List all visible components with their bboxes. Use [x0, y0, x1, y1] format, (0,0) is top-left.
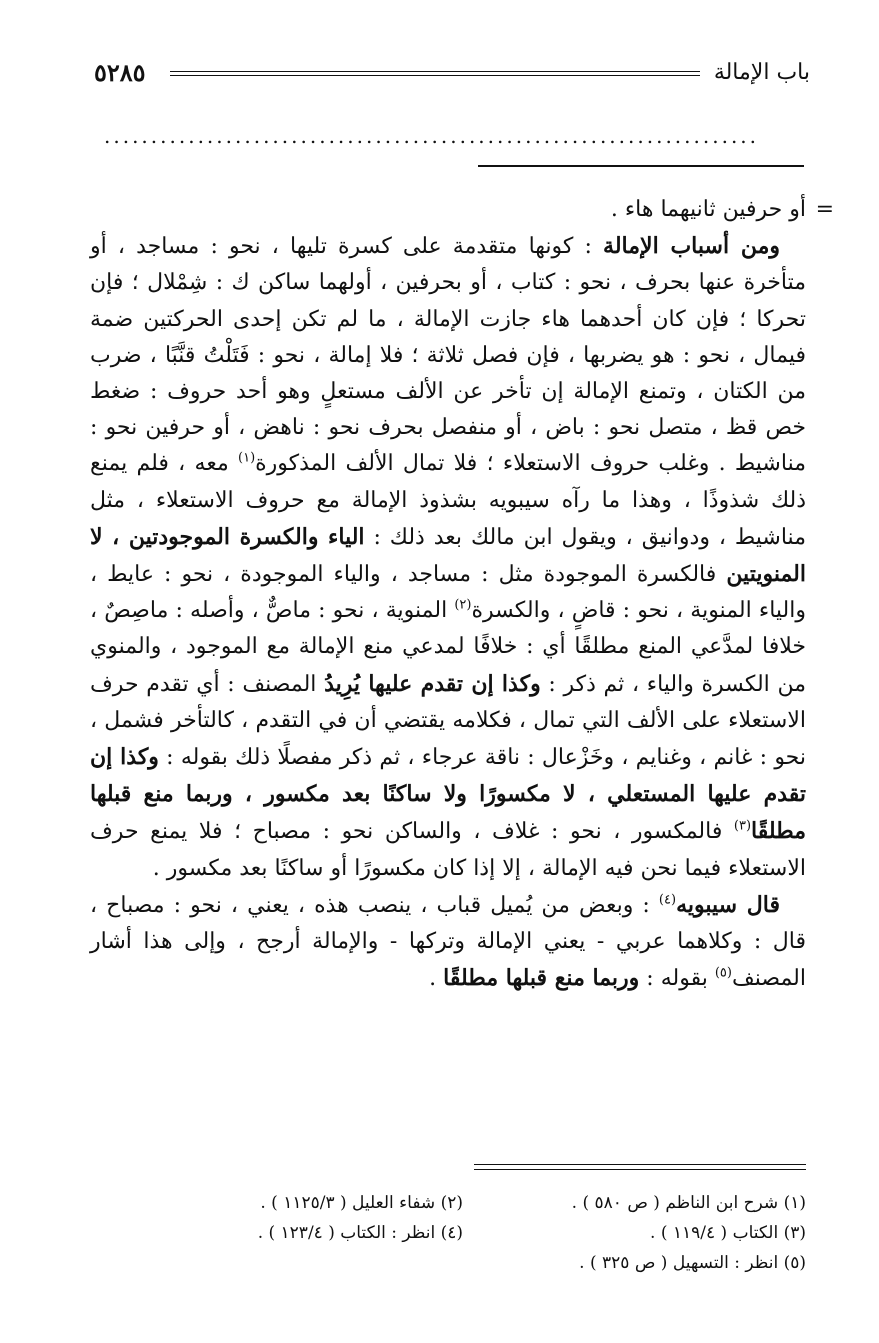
- page-header: [94, 58, 810, 94]
- text-segment: فالمكسور ، نحو : غلاف ، والساكن نحو : مصباح ؛ فلا يمنع حرف الاستعلاء فيما نحن فيه الإمالة ، إلا إذا كان مكسورًا أو ساكنًا بعد مكسور .: [90, 819, 806, 881]
- text-segment: المصنف : أي تقدم حرف الاستعلاء على الألف التي تمال ، فكلامه يقتضي أن في التقدم ، كالتأخر فشمل ، نحو : غانم ، وغنايم ، وخَزْعال : ناقة عرجاء ، ثم ذكر مفصلًا ذلك بقوله :: [90, 671, 807, 771]
- footnote-3: (٣) الكتاب ( ١١٩/٤ ) .: [650, 1223, 806, 1243]
- footnote-row: [120, 1188, 806, 1218]
- bold-text: قال سيبويه: [676, 891, 781, 918]
- text-segment: بقوله :: [639, 966, 715, 992]
- page-number: ٥٢٨٥: [94, 58, 146, 87]
- footnote-ref: (٢): [454, 597, 472, 613]
- text-segment: أو حرفين ثانيهما هاء .: [610, 197, 806, 222]
- section-rule: [478, 165, 804, 167]
- bold-text: الياء والكسرة الموجودتين ، لا المنويتين: [90, 523, 806, 588]
- footnote-ref: (٣): [733, 819, 752, 835]
- bold-text: ومن أسباب الإمالة: [603, 233, 781, 260]
- text-segment: .: [429, 966, 444, 992]
- text-segment: المنوية ، نحو : ماصٌّ ، وأصله : ماصِصٌ ، خلافا لمدَّعي المنع مطلقًا أي : خلافًا لمدعي منع الإمالة مع الموجود ، والمنوي من الكسرة والياء ، ثم ذكر :: [90, 598, 806, 697]
- footnote-ref: (١): [238, 451, 256, 467]
- footnote-5: (٥) انظر : التسهيل ( ص ٣٢٥ ) .: [579, 1253, 806, 1273]
- footnote-4: (٤) انظر : الكتاب ( ١٢٣/٤ ) .: [257, 1223, 463, 1243]
- text-segment: فالكسرة الموجودة مثل : مساجد ، والياء الموجودة ، نحو : عايط ، والياء المنوية ، نحو : قاضٍ ، والكسرة: [90, 562, 806, 624]
- continuation-mark: =: [815, 197, 834, 222]
- dotted-separator: ......................................................................: [104, 124, 760, 144]
- text-segment: معه ، فلم يمنع ذلك شذوذًا ، وهذا ما رآه سيبويه بشذوذ الإمالة مع حروف الاستعلاء ، مثل مناشيط ، ودوانيق ، ويقول ابن مالك بعد ذلك :: [90, 451, 806, 550]
- footnote-rule: [474, 1164, 806, 1170]
- header-rule: [170, 71, 700, 76]
- main-text: [90, 192, 834, 997]
- bold-text: وربما منع قبلها مطلقًا: [443, 965, 640, 992]
- footnote-row: [120, 1218, 806, 1248]
- footnote-2: (٢) شفاء العليل ( ١١٢٥/٣ ) .: [260, 1193, 463, 1213]
- bold-text: وكذا إن تقدم عليها المستعلي ، لا مكسورًا ولا ساكنًا بعد مكسور ، وربما منع قبلها مطلقًا: [90, 744, 806, 845]
- text-segment: : كونها متقدمة على كسرة تليها ، نحو : مساجد ، أو متأخرة عنها بحرف ، نحو : كتاب ، أو بحرفين ، أولهما ساكن ك : شِمْلال ؛ فإن تحركا ؛ فإن كان أحدهما هاء جازت الإمالة ، ما لم تكن إحدى الحركتين ضمة فيمال ، نحو : هو يضربها ، فإن فصل ثلاثة ؛ فلا إمالة ، نحو : فَتَلْتُ قنَّبًا ، ضرب من الكتان ، وتمنع الإمالة إن تأخر عن الألف مستعلٍ وهو أحد حروف : ضغط خص قظ ، متصل نحو : باض ، أو منفصل بحرف نحو : ناهض ، أو حرفين نحو : مناشيط . وغلب حروف الاستعلاء ؛ فلا تمال الألف المذكورة: [90, 234, 806, 477]
- footnote-ref: (٥): [714, 965, 732, 981]
- text-segment: : وبعض من يُميل قباب ، ينصب هذه ، يعني ، نحو : مصباح ، قال : وكلاهما عربي - يعني الإمالة وتركها - والإمالة أرجح ، وإلى هذا أشار المصنف: [90, 892, 806, 992]
- chapter-title: باب الإمالة: [713, 60, 810, 85]
- footnote-1: (١) شرح ابن الناظم ( ص ٥٨٠ ) .: [571, 1193, 806, 1213]
- footnote-row: [120, 1248, 806, 1278]
- paragraph-2: [90, 228, 806, 887]
- paragraph-3: [90, 887, 806, 998]
- footnotes: [120, 1188, 806, 1278]
- footnote-ref: (٤): [658, 892, 677, 908]
- paragraph-1: [90, 192, 834, 228]
- bold-text: وكذا إن تقدم عليها يُرِيدُ: [324, 670, 541, 697]
